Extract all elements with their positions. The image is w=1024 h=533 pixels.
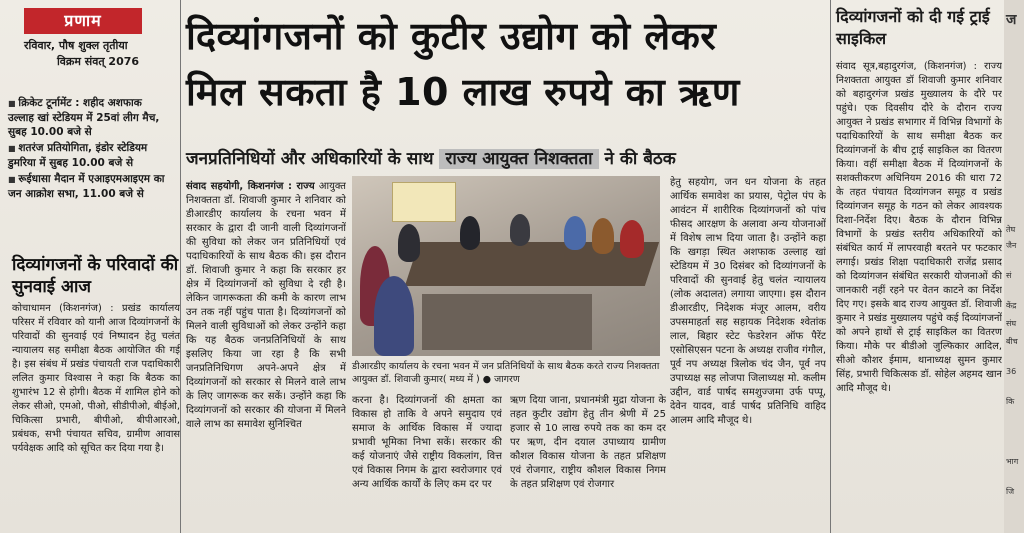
edge-fragment: संघ bbox=[1006, 319, 1017, 328]
main-column-4: हेतु सहयोग, जन धन योजना के तहत आर्थिक समावेश का प्रयास, पेट्रोल पंप के आवंटन में शारीरिक दिव्यांगजनों को पांच फीसद आरक्षण के अलावा अन्य योजनाओं में विशेष लाभ दिया जाता है। उन्होंने कहा कि खगड़ा स्थित अशफाक उल्लाह खां स्टेडियम में 30 दिसंबर को दिव्यांगजनों के परिवादों की सुनवाई हेतु चलंत न्यायालय (लोक अदालत) लगाया जाएगा। इस दौरान डीआरडीए, निदेशक मंजूर आलम, वरीय उपसमाहर्ता सह सहायक निदेशक श्वेतांक लाल, बिहार स्टेट फेडरेशन ऑफ पैरेंट एसोसिएसन पटना के अध्यक्ष राजीव गंगौल, पूर्व नप अध्यक्ष त्रिलोक चंद जैन, पूर्व नप उपाध्यक्ष सह लोजपा जिलाध्यक्ष मो. कलीम उद्दीन, वार्ड पार्षद समशुज्जमा उर्फ पप्पू, देवेन यादव, वार्ड पार्षद प्रतिनिधि वाहिद आलम आदि मौजूद थे। bbox=[670, 177, 826, 426]
edge-fragment: तेघ bbox=[1006, 225, 1016, 234]
date-line-1: रविवार, पौष शुक्ल तृतीया bbox=[24, 39, 128, 52]
left-story-headline: दिव्यांगजनों के परिवादों की सुनवाई आज bbox=[12, 255, 179, 297]
edge-fragment: कि bbox=[1006, 397, 1015, 406]
event-item: ■ क्रिकेट टूर्नामेंट : शहीद अशफाक उल्लाह खां स्टेडियम में 25वां लीग मैच, सुबह 10.00 बजे से bbox=[8, 96, 170, 139]
right-story-body: संवाद सूत्र,बहादुरगंज, (किशनगंज) : राज्य निशक्तता आयुक्त डॉ शिवाजी कुमार शनिवार को बहादुरगंज प्रखंड मुख्यालय के दौरे पर पहुंचे। एक दिवसीय दौरे के दौरान राज्य आयुक्त ने प्रखंड सभागार में विभिन्न विभागों के पदाधिकारियों के साथ समीक्षा बैठक कर दिव्यांगजनों के बीच ट्राई साइकिल का वितरण किया। वहीं समीक्षा बैठक में दिव्यांगजनों के सशक्तीकरण अधिनियम 2016 की धारा 72 के तहत पंचायत दिव्यांगजन समूह व प्रखंड दिव्यांगजन समूह के गठन को लेकर आवश्यक दिशा-निर्देश दिए। बैठक के दौरान विभिन्न विभागों के प्रखंड स्तरीय अधिकारियों को संबंधित कार्य में लापरवाही बरतने पर फटकार लगाई। प्रखंड शिक्षा पदाधिकारी राजेंद्र प्रसाद को दिव्यांगजन संबंधित सरकारी योजनाओं की जानकारी नहीं रहने पर वेतन काटने का निर्देश दिए गए। इसके बाद राज्य आयुक्त डॉ. शिवाजी कुमार ने प्रखंड मुख्यालय पहुंचे कई दिव्यांगजनों को अपने हाथों से ट्राई साइकिल का वितरण किया। मौके पर बीडीओ जुल्फिकार आदिल, सीओ कौशर ईमाम, थानाध्यक्ष सुमन कुमार सिंह, प्रभारी चिकित्सक डॉ. सोहेल अहमद खान आदि मौजूद थे। bbox=[836, 61, 1002, 394]
meeting-photo bbox=[352, 176, 660, 356]
main-headline bbox=[186, 8, 826, 120]
main-headline-line-1: दिव्यांगजनों को कुटीर उद्योग को लेकर bbox=[186, 14, 717, 58]
main-subhead bbox=[186, 146, 826, 172]
main-byline: संवाद सहयोगी, किशनगंज : राज्य bbox=[186, 181, 315, 192]
photo-floor bbox=[422, 294, 592, 350]
main-column-1-text: आयुक्त निशक्तता डॉ. शिवाजी कुमार ने शनिवार को डीआरडीए कार्यालय के रचना भवन में सरकार के द्वारा दी जानी वाली दिव्यांगजनों की सुविधा को लेकर जन प्रतिनिधियों एवं पदाधिकारियों के साथ बैठक की। इस दौरान डॉ. शिवाजी कुमार ने कहा कि सरकार हर क्षेत्र में दिव्यांगजनों को सुविधा दे रही है। लेकिन जागरूकता की कमी के कारण लाभ उन तक नहीं पहुंच पाता है। दिव्यांगजनों को मिलने वाली सुविधाओं को लेकर उन्होंने कहा कि यह बैठक जनप्रतिनिधियों के साथ इसलिए किया जा रहा है कि सभी जनप्रतिनिधिगण अपने-अपने क्षेत्र में दिव्यांगजनों को सरकार से मिलने वाले लाभ के लिए जागरूक कर सकें। उन्होंने कहा कि दिव्यांगजनों को सरकार की योजना में मिलने वाले लाभ का समावेश सुनिश्चित bbox=[186, 181, 346, 430]
right-story-headline: दिव्यांगजनों को दी गई ट्राई साइकिल bbox=[836, 7, 990, 48]
edge-fragment: सं bbox=[1006, 271, 1012, 280]
adjacent-page-edge bbox=[1004, 0, 1024, 533]
photo-caption: डीआरडीए कार्यालय के रचना भवन में जन प्रतिनिधियों के साथ बैठक करते राज्य निशक्तता आयुक्त डॉ. शिवाजी कुमार( मध्य में ) ● जागरण bbox=[352, 361, 660, 385]
main-column-2: करना है। दिव्यांगजनों की क्षमता का विकास हो ताकि वे अपने समुदाय एवं समाज के आर्थिक विकास में ज्यादा प्रभावी भूमिका निभा सकें। सरकार की कई योजनाएं जैसे राष्ट्रीय विकलांग, वित्त एवं विकास निगम के द्वारा स्वरोजगार एवं अन्य आर्थिक कार्यों के लिए कम दर पर bbox=[352, 395, 502, 490]
edge-fragment: केंद्र bbox=[1006, 301, 1017, 310]
edge-fragment: बीच bbox=[1006, 337, 1018, 346]
photo-person bbox=[374, 276, 414, 356]
edge-fragment: जि bbox=[1006, 487, 1015, 496]
date-block bbox=[24, 38, 172, 70]
event-item: ■ शतरंज प्रतियोगिता, इंडोर स्टेडियम डुमरिया में सुबह 10.00 बजे से bbox=[8, 141, 170, 170]
column-divider bbox=[830, 0, 831, 533]
edge-fragment: भाग bbox=[1006, 457, 1019, 466]
pranam-banner: प्रणाम bbox=[24, 8, 142, 34]
photo-person bbox=[592, 218, 614, 254]
main-column-3: ऋण दिया जाना, प्रधानमंत्री मुद्रा योजना के तहत कुटीर उद्योग हेतु तीन श्रेणी में 25 हजार से 10 लाख रुपये तक का कम दर पर ऋण, दीन दयाल उपाध्याय ग्रामीण कौशल विकास योजना के तहत प्रशिक्षण एवं रोजगार, राष्ट्रीय कौशल विकास निगम के तहत प्रशिक्षण एवं रोजगार bbox=[510, 395, 666, 490]
subhead-pre: जनप्रतिनिधियों और अधिकारियों के साथ bbox=[186, 149, 434, 169]
edge-fragment: जैन bbox=[1006, 241, 1017, 250]
column-divider bbox=[180, 0, 181, 533]
photo-person bbox=[620, 220, 644, 258]
photo-person bbox=[398, 224, 420, 262]
edge-fragment: ज bbox=[1006, 12, 1017, 28]
main-headline-line-2: मिल सकता है 10 लाख रुपये का ऋण bbox=[186, 70, 740, 114]
date-line-2: विक्रम संवत् 2076 bbox=[56, 55, 140, 68]
event-item: ■ रूईधासा मैदान में एआइएमआइएम का जन आक्रोश सभा, 11.00 बजे से bbox=[8, 172, 170, 201]
main-column-1 bbox=[186, 180, 346, 530]
left-story-body: कोचाधामन (किशनगंज) : प्रखंड कार्यालय परिसर में रविवार को यानी आज दिव्यांगजनों के परिवादों की सुनवाई एवं निष्पादन हेतु चलंत न्यायालय सह समीक्षा बैठक आयोजित की गई है। इस संबंध में प्रखंड पंचायती राज पदाधिकारी ललित कुमार विश्वास ने कहा कि बैठक का शुभारंभ 12 से होगी। बैठक में शामिल होने को लेकर सीओ, एमओ, पीओ, सीडीपीओ, बीईओ, चिकित्सा प्रभारी, बीपीओ, बीपीआरओ, प्रबंधक, सभी पंचायत सचिव, ग्रामीण आवास पर्यवेक्षक आदि को सूचित कर दिया गया है। bbox=[12, 303, 180, 454]
photo-person bbox=[460, 216, 480, 250]
photo-person bbox=[564, 216, 586, 250]
subhead-highlight: राज्य आयुक्त निशक्तता bbox=[439, 149, 598, 169]
subhead-post: ने की बैठक bbox=[604, 149, 676, 169]
edge-fragment: 36 bbox=[1006, 367, 1017, 376]
photo-person bbox=[510, 214, 530, 246]
photo-banner bbox=[392, 182, 456, 222]
events-list bbox=[8, 96, 170, 203]
